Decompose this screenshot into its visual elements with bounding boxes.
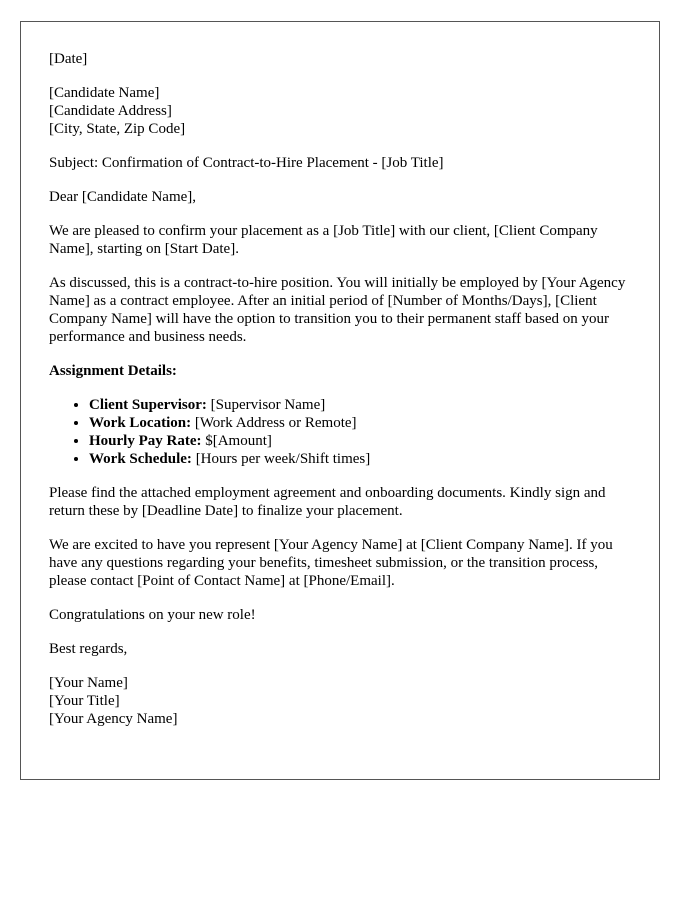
detail-item-location xyxy=(89,414,631,432)
letter-subject: Subject: Confirmation of Contract-to-Hire Placement - [Job Title] xyxy=(49,155,444,171)
signature-agency: [Your Agency Name] xyxy=(49,711,178,727)
letter-paragraph-4: We are excited to have you represent [Your Agency Name] at [Client Company Name]. If you have any questions regarding your benefits, timesheet submission, or the transition process, please contact [Point of Contact Name] at [Phone/Email]. xyxy=(49,537,613,589)
recipient-block xyxy=(49,84,631,138)
letter-paragraph-2: As discussed, this is a contract-to-hire position. You will initially be employed by [Your Agency Name] as a contract employee. After an initial period of [Number of Months/Days], [Client Company Name] will have the option to transition you to their permanent staff based on your performance and business needs. xyxy=(49,275,626,345)
detail-label: Hourly Pay Rate: xyxy=(89,433,202,449)
detail-value: $[Amount] xyxy=(201,433,272,449)
letter-closing: Best regards, xyxy=(49,641,128,657)
detail-value: [Hours per week/Shift times] xyxy=(191,451,371,467)
signature-title: [Your Title] xyxy=(49,693,120,709)
detail-label: Work Schedule: xyxy=(89,451,192,467)
detail-value: [Supervisor Name] xyxy=(206,397,326,413)
detail-label: Work Location: xyxy=(89,415,192,431)
letter-paragraph-3: Please find the attached employment agreement and onboarding documents. Kindly sign and return these by [Deadline Date] to finalize your placement. xyxy=(49,485,606,519)
detail-item-schedule xyxy=(89,450,631,468)
detail-item-pay-rate xyxy=(89,432,631,450)
detail-label: Client Supervisor: xyxy=(89,397,207,413)
assignment-details-list xyxy=(49,396,631,468)
recipient-address: [Candidate Address] xyxy=(49,103,172,119)
letter-paragraph-1: We are pleased to confirm your placement as a [Job Title] with our client, [Client Company Name], starting on [Start Date]. xyxy=(49,223,598,257)
letter-page xyxy=(20,21,660,780)
letter-salutation: Dear [Candidate Name], xyxy=(49,189,197,205)
signature-block xyxy=(49,674,631,728)
assignment-details-heading: Assignment Details: xyxy=(49,363,177,379)
detail-item-supervisor xyxy=(89,396,631,414)
recipient-city: [City, State, Zip Code] xyxy=(49,121,186,137)
recipient-name: [Candidate Name] xyxy=(49,85,160,101)
letter-date: [Date] xyxy=(49,51,88,67)
signature-name: [Your Name] xyxy=(49,675,128,691)
detail-value: [Work Address or Remote] xyxy=(191,415,357,431)
letter-paragraph-5: Congratulations on your new role! xyxy=(49,607,256,623)
